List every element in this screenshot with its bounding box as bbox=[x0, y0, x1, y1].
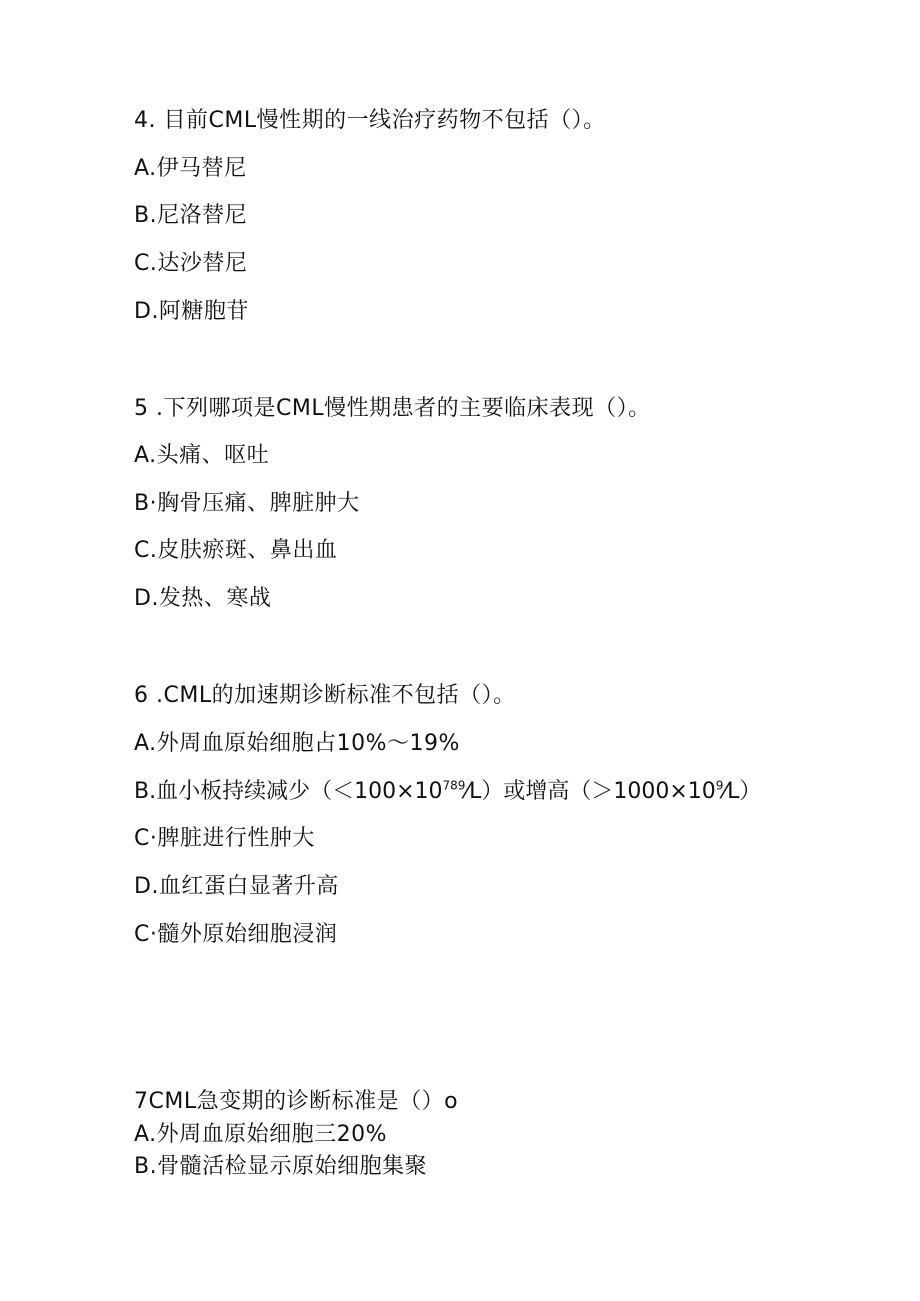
question-6-title: 6 .CML的加速期诊断标准不包括（）。 bbox=[134, 683, 516, 708]
question-6-option-d: D.血红蛋白显著升高 bbox=[134, 874, 339, 899]
question-6-option-b bbox=[134, 777, 761, 807]
question-6-option-e: C·髓外原始细胞浸润 bbox=[134, 922, 338, 947]
question-5-option-a: A.头痛、呕吐 bbox=[134, 443, 270, 468]
question-7-title: 7CML急变期的诊断标准是（）o bbox=[134, 1089, 459, 1114]
question-5-option-c: C.皮肤瘀斑、鼻出血 bbox=[134, 538, 338, 563]
question-5-title: 5 .下列哪项是CML慢性期患者的主要临床表现（）。 bbox=[134, 396, 651, 421]
question-4-option-a: A.伊马替尼 bbox=[134, 156, 247, 181]
option-b-superscript-1: 789 bbox=[442, 778, 466, 793]
question-7-option-a: A.外周血原始细胞三20% bbox=[134, 1122, 388, 1147]
question-4-option-b: B.尼洛替尼 bbox=[134, 203, 248, 228]
question-4-option-c: C.达沙替尼 bbox=[134, 251, 248, 276]
option-b-text-pre: B.血小板持续减少（＜100×10 bbox=[134, 779, 443, 804]
option-b-text-mid: ⁄L）或增高（＞1000×10 bbox=[465, 779, 716, 804]
question-4-title: 4. 目前CML慢性期的一线治疗药物不包括（）。 bbox=[134, 108, 606, 133]
question-6-option-c: C·脾脏进行性肿大 bbox=[134, 826, 315, 851]
option-b-text-post: ⁄L） bbox=[723, 779, 762, 804]
option-b-superscript-2: 9 bbox=[715, 778, 724, 793]
question-5-option-d: D.发热、寒战 bbox=[134, 586, 272, 611]
question-5-option-b: B·胸骨压痛、脾脏肿大 bbox=[134, 491, 360, 516]
question-6-option-a: A.外周血原始细胞占10%～19% bbox=[134, 731, 460, 756]
question-4-option-d: D.阿糖胞苷 bbox=[134, 299, 249, 324]
question-7-option-b: B.骨髓活检显示原始细胞集聚 bbox=[134, 1154, 428, 1179]
